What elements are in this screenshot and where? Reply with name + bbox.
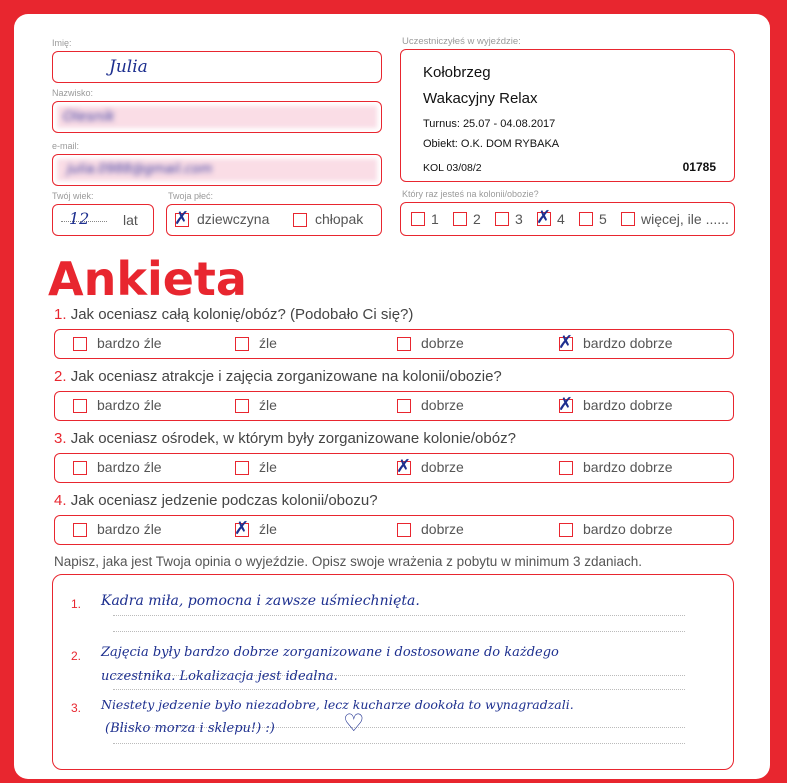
trip-obiekt: Obiekt: O.K. DOM RYBAKA [423,138,560,150]
q2-option-bad: źle [259,397,277,413]
dotted-line [113,743,685,744]
q3-option-very-good: bardzo dobrze [583,459,673,475]
question-text: Jak oceniasz atrakcje i zajęcia zorganizowane na kolonii/obozie? [70,368,502,385]
times-option-1: 1 [431,211,439,227]
trip-program: Wakacyjny Relax [423,90,538,107]
times-checkbox-5[interactable] [579,212,593,226]
times-label: Który raz jesteś na kolonii/obozie? [402,189,539,199]
question-4-options [54,515,734,545]
q4-checkbox-very-bad[interactable] [73,523,87,537]
q4-checkbox-bad[interactable] [234,518,250,539]
question-text: Jak oceniasz ośrodek, w którym były zorganizowane kolonie/obóz? [70,430,516,447]
question-number: 4. [54,492,67,509]
q2-checkbox-very-bad[interactable] [73,399,87,413]
q1-checkbox-very-good[interactable] [558,332,574,353]
opinion-prompt: Napisz, jaka jest Twoja opinia o wyjeździe. Opisz swoje wrażenia z pobytu w minimum 3 zdaniach. [54,554,643,569]
q1-checkbox-very-bad[interactable] [73,337,87,351]
q4-option-bad: źle [259,521,277,537]
gender-option-girl: dziewczyna [197,211,270,227]
times-checkbox-4[interactable] [536,207,552,228]
gender-label: Twoja płeć: [168,191,214,201]
question-2 [54,368,502,385]
dotted-line [113,631,685,632]
times-checkbox-more[interactable] [621,212,635,226]
q3-option-good: dobrze [421,459,464,475]
question-text: Jak oceniasz jedzenie podczas kolonii/obozu? [70,492,378,509]
question-1-options [54,329,734,359]
q1-option-very-bad: bardzo źle [97,335,162,351]
question-text: Jak oceniasz całą kolonię/obóz? (Podobało Ci się?) [70,306,414,323]
trip-label: Uczestniczyłeś w wyjeździe: [402,36,521,47]
question-number: 1. [54,306,67,323]
question-3-options [54,453,734,483]
opinion-number-3: 3. [71,701,82,715]
q3-option-very-bad: bardzo źle [97,459,162,475]
question-4 [54,492,378,509]
surname-field[interactable] [52,101,382,133]
email-value: julia.0988@gmail.com [67,162,213,177]
q1-checkbox-good[interactable] [397,337,411,351]
times-checkbox-1[interactable] [411,212,425,226]
q3-checkbox-very-good[interactable] [559,461,573,475]
dotted-line [113,615,685,616]
q4-checkbox-very-good[interactable] [559,523,573,537]
q2-option-very-good: bardzo dobrze [583,397,673,413]
times-field [400,202,735,236]
gender-option-boy: chłopak [315,211,364,227]
gender-field [166,204,382,236]
question-number: 3. [54,430,67,447]
dotted-line [113,689,685,690]
q2-checkbox-good[interactable] [397,399,411,413]
opinion-number-1: 1. [71,597,82,611]
q3-checkbox-very-bad[interactable] [73,461,87,475]
question-number: 2. [54,368,67,385]
question-1 [54,306,413,323]
trip-code: KOL 03/08/2 [423,162,482,174]
email-field[interactable] [52,154,382,186]
times-option-2: 2 [473,211,481,227]
age-value: 12 [69,209,90,228]
q2-option-very-bad: bardzo źle [97,397,162,413]
survey-title: Ankieta [48,252,247,306]
q2-checkbox-very-good[interactable] [558,394,574,415]
age-label: Twój wiek: [52,191,94,201]
cross-mark: ✗ [558,394,574,415]
surname-label: Nazwisko: [52,88,94,98]
q4-option-very-good: bardzo dobrze [583,521,673,537]
trip-number: 01785 [682,160,716,174]
q1-option-good: dobrze [421,335,464,351]
q3-checkbox-bad[interactable] [235,461,249,475]
opinion-line-4: Niestety jedzenie było niezadobre, lecz kucharze dookoła to wynagradzali. [101,697,574,712]
cross-mark: ✗ [536,207,552,228]
age-field[interactable] [52,204,154,236]
q4-checkbox-good[interactable] [397,523,411,537]
q3-option-bad: źle [259,459,277,475]
times-option-4: 4 [557,211,565,227]
heart-icon: ♡ [343,710,365,737]
surname-value: Olesnik [63,109,115,125]
q4-option-good: dobrze [421,521,464,537]
cross-mark: ✗ [234,518,250,539]
name-field[interactable] [52,51,382,83]
q4-option-very-bad: bardzo źle [97,521,162,537]
gender-checkbox-boy[interactable] [293,213,307,227]
opinion-line-5: (Blisko morza i sklepu!) :) [105,721,275,736]
opinion-line-3: uczestnika. Lokalizacja jest idealna. [101,669,338,684]
cross-mark: ✗ [174,208,190,229]
q2-checkbox-bad[interactable] [235,399,249,413]
times-option-3: 3 [515,211,523,227]
survey-sheet [14,14,770,779]
question-3 [54,430,516,447]
times-option-5: 5 [599,211,607,227]
opinion-line-2: Zajęcia były bardzo dobrze zorganizowane i dostosowane do każdego [101,645,559,660]
opinion-number-2: 2. [71,649,82,663]
times-option-more: więcej, ile ...... [641,211,729,227]
trip-city: Kołobrzeg [423,64,491,81]
q3-checkbox-good[interactable] [396,456,412,477]
name-label: Imię: [52,38,72,48]
cross-mark: ✗ [396,456,412,477]
times-checkbox-3[interactable] [495,212,509,226]
gender-checkbox-girl[interactable] [174,208,190,229]
trip-info-box [400,49,735,182]
q1-option-very-good: bardzo dobrze [583,335,673,351]
question-2-options [54,391,734,421]
opinion-line-1: Kadra miła, pomocna i zawsze uśmiechnięta. [101,593,420,609]
q2-option-good: dobrze [421,397,464,413]
trip-turnus: Turnus: 25.07 - 04.08.2017 [423,118,556,130]
cross-mark: ✗ [558,332,574,353]
name-value: Julia [109,57,148,77]
email-label: e-mail: [52,141,80,151]
times-checkbox-2[interactable] [453,212,467,226]
opinion-box[interactable] [52,574,734,770]
age-unit: lat [123,212,138,228]
q1-option-bad: źle [259,335,277,351]
q1-checkbox-bad[interactable] [235,337,249,351]
